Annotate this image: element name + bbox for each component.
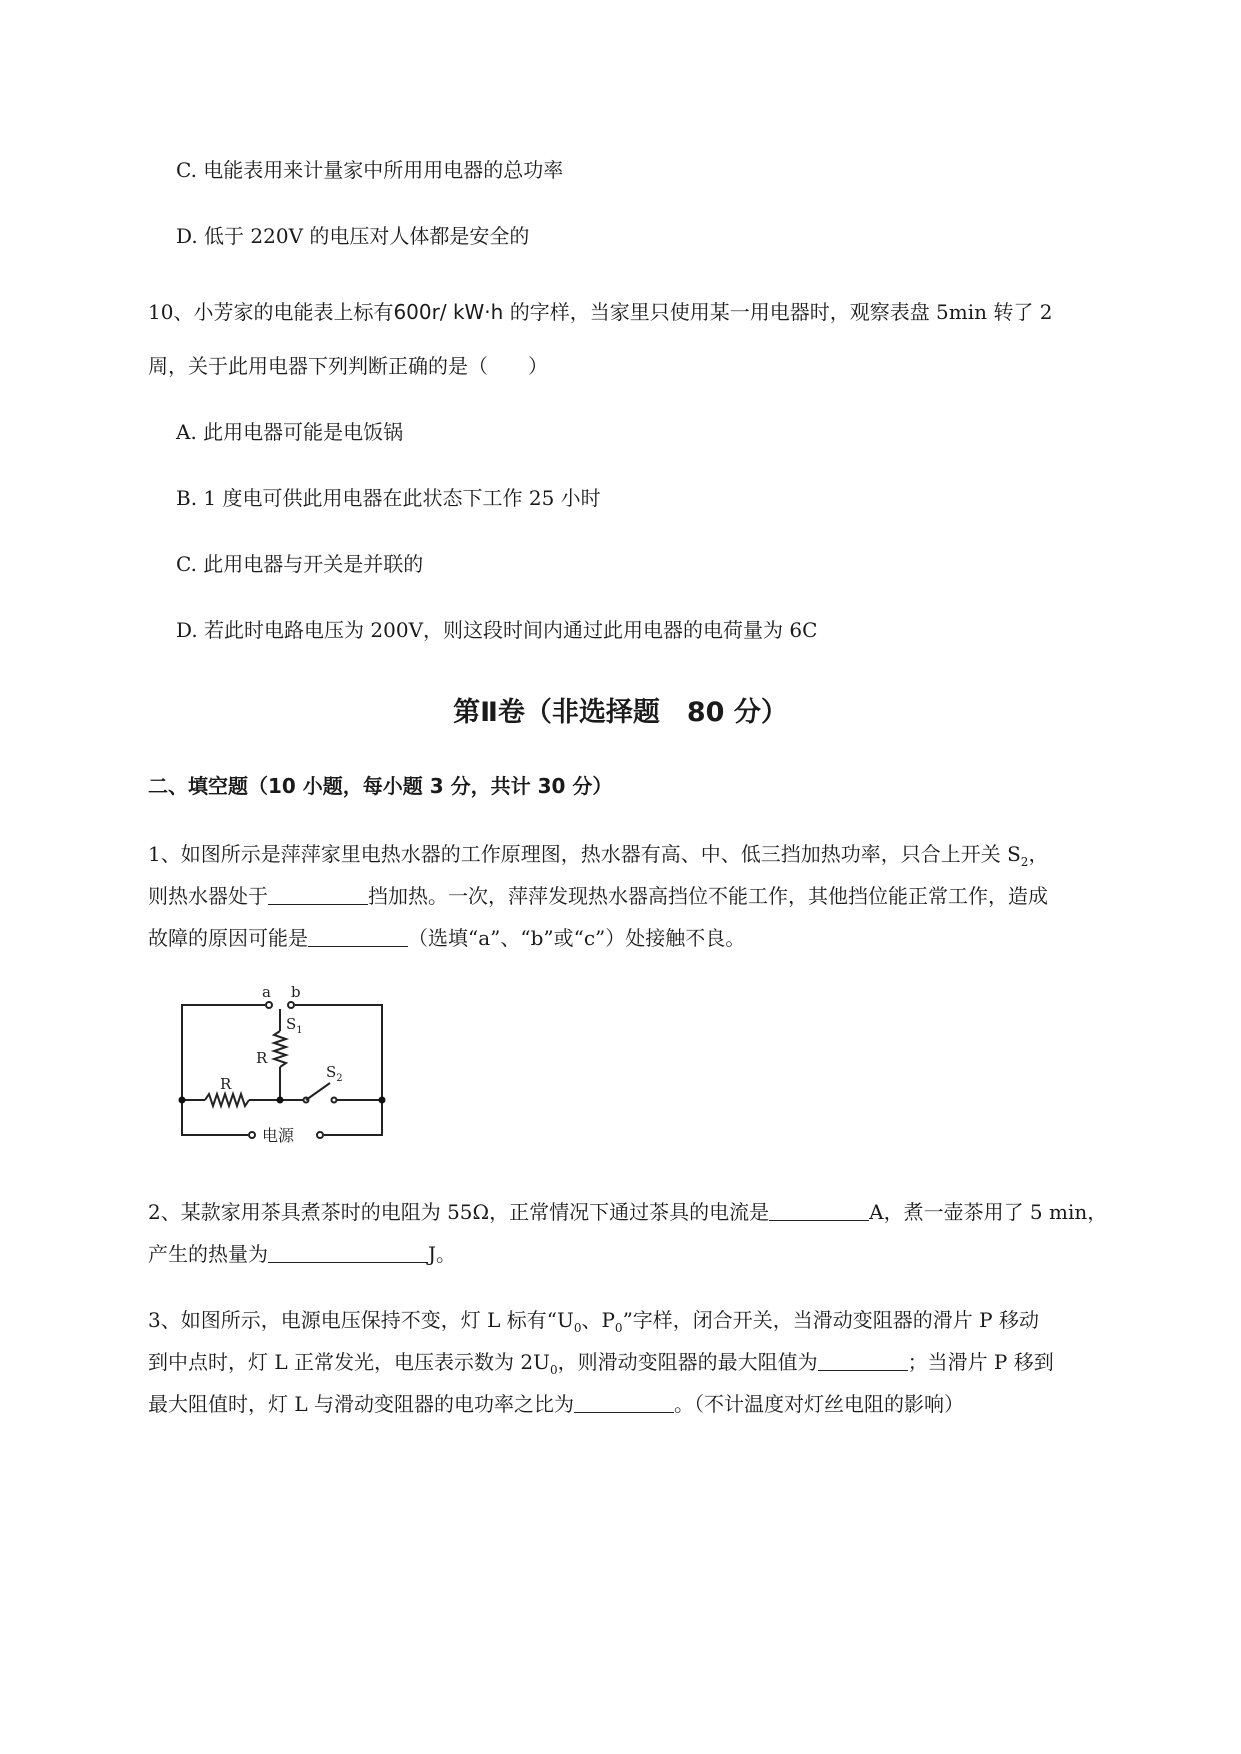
circuit-s1-sub: 1 xyxy=(296,1025,303,1036)
fq3-line2-c: ；当滑片 P 移到 xyxy=(907,1350,1054,1374)
q10-meter-unit: 600r/ kW·h xyxy=(393,300,504,324)
fq2-line1 xyxy=(148,1198,1107,1226)
fq2-line2-pre: 产生的热量为 xyxy=(148,1242,268,1266)
circuit-label-s2 xyxy=(326,1063,343,1084)
q10-option-a: A. 此用电器可能是电饭锅 xyxy=(176,420,404,444)
fq3-line1-c: ”字样，闭合开关，当滑动变阻器的滑片 P 移动 xyxy=(622,1308,1039,1332)
fq2-line1-post: A，煮一壶茶用了 5 min， xyxy=(869,1200,1108,1224)
fq2-blank-2[interactable] xyxy=(268,1240,428,1263)
fq2-line2-post: J。 xyxy=(428,1242,457,1266)
circuit-label-s1 xyxy=(286,1015,303,1036)
fq3-line2-a: 到中点时，灯 L 正常发光，电压表示数为 2U xyxy=(148,1350,550,1374)
fq3-line2 xyxy=(148,1348,1054,1384)
fq3-line1 xyxy=(148,1306,1039,1342)
fq1-line2-post: 挡加热。一次，萍萍发现热水器高挡位不能工作，其他挡位能正常工作，造成 xyxy=(368,884,1048,908)
fq3-line3-a: 最大阻值时，灯 L 与滑动变阻器的电功率之比为 xyxy=(148,1392,574,1416)
fq3-line1-a: 3、如图所示，电源电压保持不变，灯 L 标有“U xyxy=(148,1308,574,1332)
fq2-line1-pre: 2、某款家用茶具煮茶时的电阻为 55Ω，正常情况下通过茶具的电流是 xyxy=(148,1200,770,1224)
fq2-blank-1[interactable] xyxy=(769,1198,869,1221)
fq1-line2 xyxy=(148,882,1048,910)
fq2-line2 xyxy=(148,1240,456,1268)
fq1-line3-post: （选填“a”、“b”或“c”）处接触不良。 xyxy=(408,926,746,950)
circuit-label-a: a xyxy=(262,985,271,1001)
fq1-line1 xyxy=(148,840,1048,876)
circuit-diagram xyxy=(170,985,400,1165)
fq3-line3-b: 。（不计温度对灯丝电阻的影响） xyxy=(674,1392,964,1416)
fq3-p0-sub: 0 xyxy=(614,1321,623,1335)
fq3-line2-b: ，则滑动变阻器的最大阻值为 xyxy=(557,1350,818,1374)
q9-option-c: C. 电能表用来计量家中所用用电器的总功率 xyxy=(176,158,564,182)
fq1-line3-pre: 故障的原因可能是 xyxy=(148,926,308,950)
fq3-line3 xyxy=(148,1390,964,1418)
q10-option-b: B. 1 度电可供此用电器在此状态下工作 25 小时 xyxy=(176,486,601,510)
circuit-label-power: 电源 xyxy=(262,1126,295,1145)
q10-stem-pre: 10、小芳家的电能表上标有 xyxy=(148,300,394,324)
fq1-blank-1[interactable] xyxy=(268,882,368,905)
q10-stem-line2: 周，关于此用电器下列判断正确的是（ ） xyxy=(148,354,548,378)
circuit-label-r2: R xyxy=(220,1075,232,1093)
fq3-line1-b: 、P xyxy=(581,1308,615,1332)
fq1-s2-sub: 2 xyxy=(1020,855,1029,869)
fq1-blank-2[interactable] xyxy=(308,924,408,947)
circuit-s2-sub: 2 xyxy=(336,1073,343,1084)
q9-option-d: D. 低于 220V 的电压对人体都是安全的 xyxy=(176,224,530,248)
q10-option-c: C. 此用电器与开关是并联的 xyxy=(176,552,424,576)
fq1-line3 xyxy=(148,924,745,952)
fq3-blank-2[interactable] xyxy=(574,1390,674,1413)
circuit-s1-letter: S xyxy=(286,1015,297,1033)
fq1-line1-pre: 1、如图所示是萍萍家里电热水器的工作原理图，热水器有高、中、低三挡加热功率，只合上开关 S xyxy=(148,842,1021,866)
q10-stem-post: 的字样，当家里只使用某一用电器时，观察表盘 5min 转了 2 xyxy=(503,300,1053,324)
circuit-s2-letter: S xyxy=(326,1063,337,1081)
circuit-label-b: b xyxy=(291,985,301,1001)
fq3-u0-sub: 0 xyxy=(573,1321,582,1335)
section2-heading: 二、填空题（10 小题，每小题 3 分，共计 30 分） xyxy=(148,774,613,798)
q10-stem-line1 xyxy=(148,298,1052,326)
circuit-label-r1: R xyxy=(256,1049,268,1067)
part2-title: 第Ⅱ卷（非选择题 80 分） xyxy=(453,697,788,728)
fq1-line2-pre: 则热水器处于 xyxy=(148,884,268,908)
q10-option-d: D. 若此时电路电压为 200V，则这段时间内通过此用电器的电荷量为 6C xyxy=(176,618,818,642)
fq3-2u0-sub: 0 xyxy=(549,1363,558,1377)
fq1-line1-post: ， xyxy=(1028,842,1049,866)
fq3-blank-1[interactable] xyxy=(818,1348,908,1371)
